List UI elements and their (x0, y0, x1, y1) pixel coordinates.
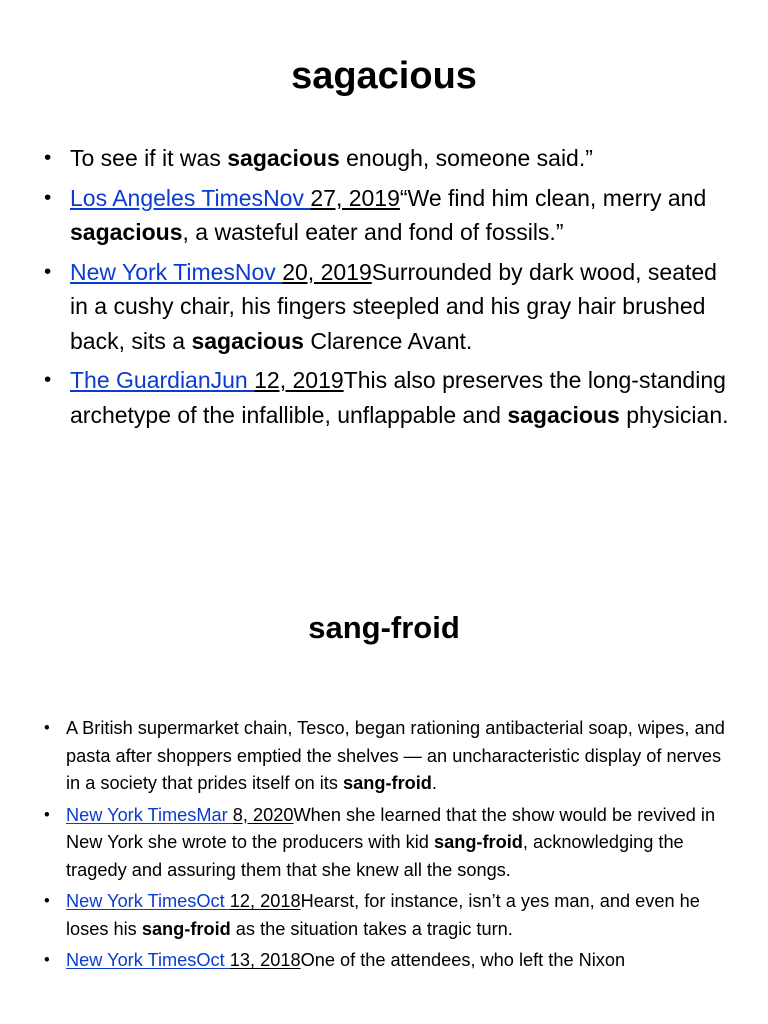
quote-pre: When she learned that the show would be revived in New York she wrote to the producers with kid (66, 804, 716, 852)
quote-pre: Surrounded by dark wood, seated in a cushy chair, his fingers steepled and his gray hair brushed back, sits a (70, 258, 717, 354)
publisher-name: The Guardian (70, 367, 211, 393)
list-item (44, 255, 730, 359)
quote-post: as the situation takes a tragic turn. (230, 918, 513, 939)
publisher-name: New York Times (66, 891, 197, 911)
quote-pre: To see if it was (70, 145, 228, 171)
source-date: 27, 2019 (310, 184, 400, 211)
bullet-icon: • (44, 892, 50, 910)
bullet-icon: • (44, 951, 50, 969)
publisher-name: Los Angeles Times (70, 184, 264, 211)
source-date: 8, 2020 (232, 804, 294, 825)
list-item (44, 181, 730, 250)
quote-pre: One of the attendees, who left the Nixon (300, 950, 626, 970)
source-link[interactable] (66, 950, 230, 970)
bullet-icon: • (44, 185, 52, 209)
source-date: 20, 2019 (282, 258, 372, 285)
slide-title: sang-froid (308, 610, 460, 645)
source-month: Jun (210, 367, 255, 393)
bullet-icon: • (44, 146, 52, 169)
keyword: sagacious (191, 327, 304, 354)
publisher-name: New York Times (66, 804, 197, 825)
bullet-icon: • (44, 805, 50, 824)
source-month: Oct (196, 891, 230, 911)
source-month: Oct (196, 950, 230, 970)
list-item (44, 715, 734, 798)
list-item (44, 888, 734, 943)
source-date: 13, 2018 (229, 950, 301, 970)
quote-pre: Hearst, for instance, isn’t a yes man, and even he loses his (66, 891, 700, 939)
bullet-icon: • (44, 368, 52, 391)
source-link[interactable] (70, 367, 254, 393)
list-item (44, 141, 730, 176)
list-item (44, 363, 730, 432)
quote-post: , acknowledging the tragedy and assuring them that she knew all the songs. (66, 832, 684, 880)
source-month: Mar (196, 804, 233, 825)
source-month: Nov (234, 258, 283, 285)
list-item (44, 947, 734, 975)
slide-title: sagacious (291, 55, 477, 97)
quote-pre: “We find him clean, merry and (399, 184, 707, 211)
source-link[interactable] (70, 185, 310, 211)
keyword: sagacious (70, 219, 183, 245)
quote-post: Clarence Avant. (303, 327, 473, 354)
keyword: sang-froid (141, 918, 231, 939)
source-link[interactable] (66, 891, 230, 911)
source-month: Nov (263, 184, 311, 211)
keyword: sagacious (507, 401, 620, 428)
publisher-name: New York Times (66, 950, 197, 970)
quote-post: physician. (619, 401, 729, 428)
bullet-list (44, 715, 734, 979)
publisher-name: New York Times (70, 258, 235, 285)
list-item (44, 802, 734, 885)
quote-post: enough, someone said.” (339, 145, 593, 171)
bullet-icon: • (44, 259, 52, 283)
quote-post: . (431, 773, 437, 793)
bullet-list (44, 141, 730, 437)
source-link[interactable] (70, 259, 282, 285)
quote-post: , a wasteful eater and fond of fossils.” (182, 219, 564, 245)
source-date: 12, 2019 (254, 367, 344, 393)
slide-sang-froid (0, 578, 768, 1024)
quote-pre: This also preserves the long-standing archetype of the infallible, unflappable and (70, 367, 726, 428)
quote-pre: A British supermarket chain, Tesco, began rationing antibacterial soap, wipes, and pasta after shoppers emptied the shelves — an uncharacteristic display of nerves in a society that prides itself on its (66, 718, 725, 793)
keyword: sang-froid (343, 773, 432, 793)
keyword: sang-froid (433, 832, 523, 852)
bullet-icon: • (44, 719, 50, 737)
source-date: 12, 2018 (229, 891, 301, 911)
keyword: sagacious (227, 145, 340, 171)
source-link[interactable] (66, 805, 233, 825)
